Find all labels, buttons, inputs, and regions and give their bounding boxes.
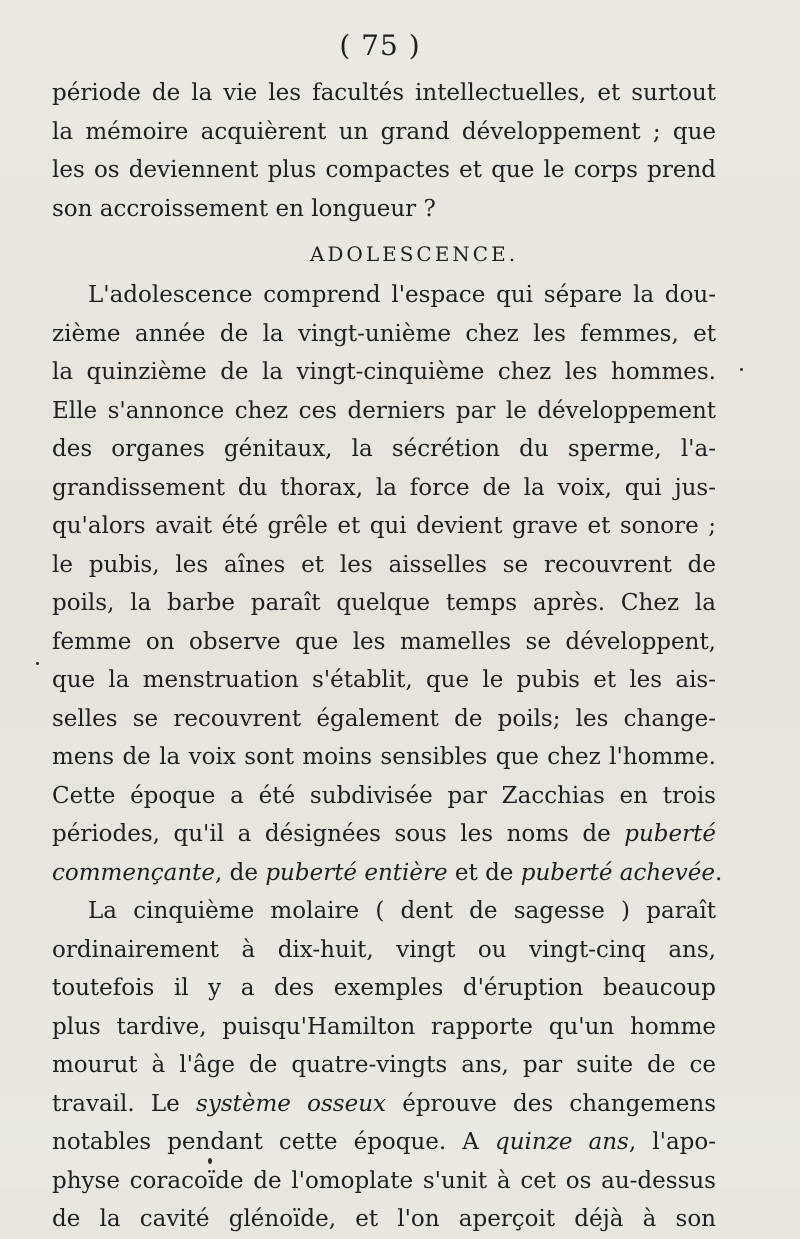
- text-line: de la cavité glénoïde, et l'on aperçoit déjà à son: [52, 1206, 716, 1232]
- text-line: des organes génitaux, la sécrétion du sperme, l'a-: [52, 436, 716, 462]
- text-line: que la menstruation s'établit, que le pubis et les ais-: [52, 667, 716, 693]
- text-line: la mémoire acquièrent un grand développement ; que: [52, 118, 716, 145]
- section-heading: ADOLESCENCE.: [309, 242, 519, 266]
- text-line: grandissement du thorax, la force de la voix, qui jus-: [52, 474, 716, 501]
- text-line: toutefois il y a des exemples d'éruption beaucoup: [52, 975, 716, 1001]
- text-run: et de: [447, 859, 521, 886]
- text-run: , l'apo-: [628, 1129, 717, 1155]
- text-line: zième année de la vingt-unième chez les femmes, et: [52, 320, 716, 347]
- text-line: physe coracoïde de l'omoplate s'unit à cet os au-dessus: [52, 1167, 716, 1194]
- italic-term: quinze ans: [495, 1129, 629, 1155]
- text-line: qu'alors avait été grêle et qui devient grave et sonore ;: [52, 513, 716, 539]
- text-line: mens de la voix sont moins sensibles que chez l'homme.: [52, 744, 716, 770]
- text-line: [52, 1085, 716, 1124]
- text-line: son accroissement en longueur ?: [52, 195, 436, 222]
- ink-speck: [208, 1158, 212, 1164]
- ink-speck: [740, 368, 743, 371]
- text-line: femme on observe que les mamelles se développent,: [52, 628, 716, 655]
- text-run: périodes, qu'il a désignées sous les noms de: [52, 821, 625, 847]
- text-line: le pubis, les aînes et les aisselles se recouvrent de: [52, 551, 716, 578]
- text-line: les os deviennent plus compactes et que le corps prend: [52, 157, 716, 183]
- text-line: L'adolescence comprend l'espace qui sépare la dou-: [88, 282, 716, 308]
- page-text: [52, 74, 723, 1239]
- text-run: travail. Le: [52, 1090, 197, 1117]
- italic-term: puberté: [624, 821, 716, 847]
- italic-term: puberté entière: [265, 859, 448, 886]
- text-line: La cinquième molaire ( dent de sagesse ) paraît: [88, 898, 716, 924]
- text-line: Cette époque a été subdivisée par Zacchias en trois: [52, 782, 716, 809]
- page-number: ( 75 ): [339, 29, 421, 62]
- italic-term: puberté achevée: [520, 859, 715, 886]
- text-line: mourut à l'âge de quatre-vingts ans, par suite de ce: [52, 1052, 716, 1078]
- text-run: .: [715, 859, 723, 886]
- ink-speck: [36, 662, 39, 665]
- text-line: Elle s'annonce chez ces derniers par le développement: [52, 397, 716, 424]
- text-line: [52, 854, 723, 893]
- italic-term: commençante: [52, 859, 216, 886]
- text-line: la quinzième de la vingt-cinquième chez les hommes.: [52, 359, 716, 385]
- text-line: [52, 815, 716, 854]
- text-line: selles se recouvrent également de poils; les change-: [52, 705, 716, 732]
- text-line: période de la vie les facultés intellectuelles, et surtout: [52, 80, 716, 106]
- text-line: poils, la barbe paraît quelque temps après. Chez la: [52, 590, 716, 616]
- text-line: plus tardive, puisqu'Hamilton rapporte qu'un homme: [52, 1013, 716, 1040]
- text-line: [52, 1123, 716, 1162]
- text-run: , de: [215, 859, 266, 886]
- italic-term: système osseux: [196, 1090, 386, 1117]
- text-run: éprouve des changemens: [385, 1090, 716, 1117]
- text-run: notables pendant cette époque. A: [52, 1129, 496, 1155]
- text-line: ordinairement à dix-huit, vingt ou vingt-cinq ans,: [52, 936, 716, 963]
